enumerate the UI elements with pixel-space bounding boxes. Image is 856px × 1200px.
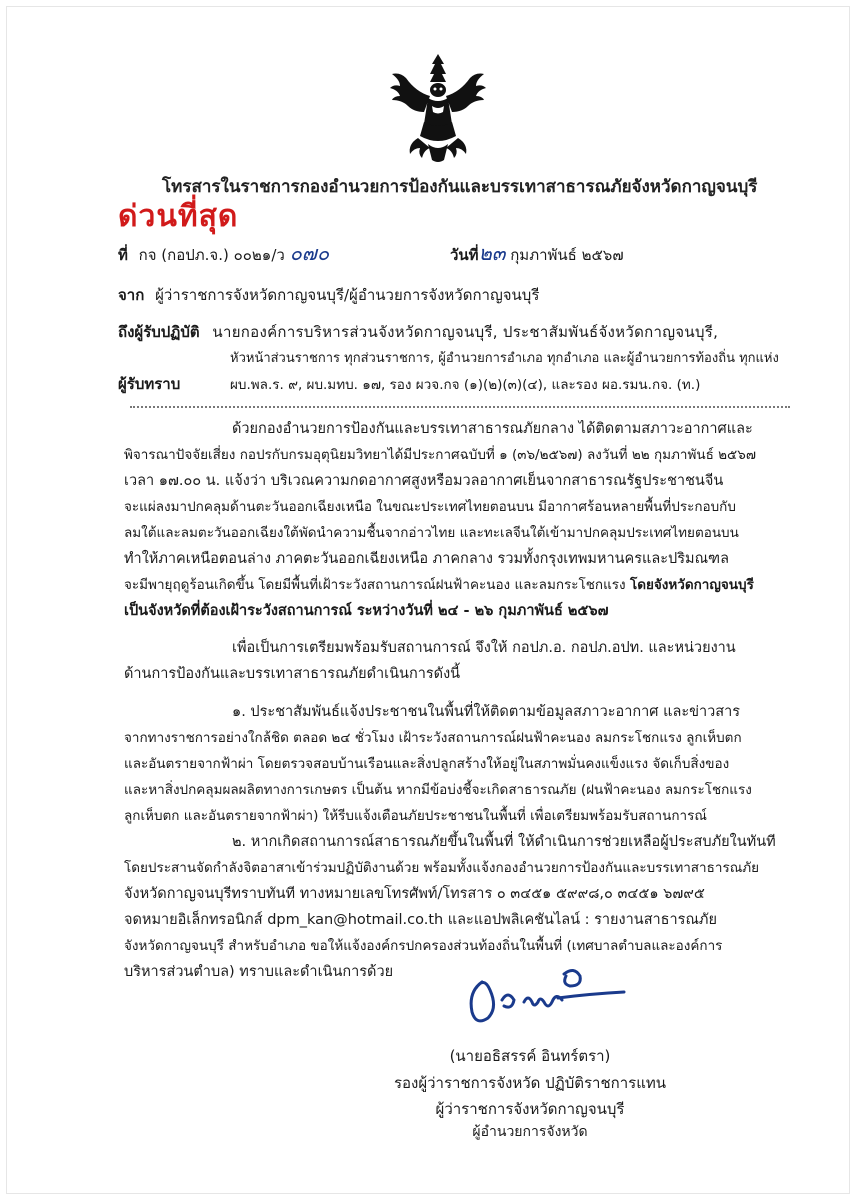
garuda-emblem-icon bbox=[388, 52, 488, 164]
item2-line: จังหวัดกาญจนบุรีทราบทันที ทางหมายเลขโทรศัพท์/โทรสาร ๐ ๓๔๕๑ ๕๙๙๘,๐ ๓๔๕๑ ๖๗๙๕ bbox=[124, 886, 705, 902]
cc-row bbox=[118, 372, 180, 396]
p1-line7 bbox=[124, 576, 754, 594]
item1-line: ลูกเห็บตก และอันตรายจากฟ้าผ่า) ให้รีบแจ้งเตือนภัยประชาชนในพื้นที่ เพื่อเตรียมพร้อมรับสถานการณ์ bbox=[124, 808, 707, 824]
item2-line: ๒. หากเกิดสถานการณ์สาธารณภัยขึ้นในพื้นที่ ให้ดำเนินการช่วยเหลือผู้ประสบภัยในทันที bbox=[232, 834, 776, 850]
reference-row bbox=[118, 237, 329, 269]
signer-position-3: ผู้อำนวยการจังหวัด bbox=[472, 1124, 588, 1140]
cc-text: ผบ.พล.ร. ๙, ผบ.มทบ. ๑๗, รอง ผวจ.กจ (๑)(๒)(๓)(๔), และรอง ผอ.รมน.กจ. (ท.) bbox=[230, 377, 701, 393]
p1-line: พิจารณาปัจจัยเสี่ยง กอปรกับกรมอุตุนิยมวิทยาได้มีประกาศฉบับที่ ๑ (๓๖/๒๕๖๗) ลงวันที่ ๒๒ กุมภาพันธ์ ๒๕๖๗ bbox=[124, 447, 756, 463]
p2-line: ด้านการป้องกันและบรรเทาสาธารณภัยดำเนินการดังนี้ bbox=[124, 666, 461, 682]
item1-line: ๑. ประชาสัมพันธ์แจ้งประชาชนในพื้นที่ให้ติดตามข้อมูลสภาวะอากาศ และข่าวสาร bbox=[232, 704, 741, 720]
handwritten-ref-number: ๐๗๐ bbox=[289, 241, 330, 265]
p1-line8-bold: เป็นจังหวัดที่ต้องเฝ้าระวังสถานการณ์ ระหว่างวันที่ ๒๔ - ๒๖ กุมภาพันธ์ ๒๕๖๗ bbox=[124, 603, 609, 619]
urgent-stamp: ด่วนที่สุด bbox=[118, 199, 239, 234]
to-row bbox=[118, 320, 718, 344]
ref-code: กจ (กอปภ.จ.) ๐๐๒๑/ว bbox=[138, 246, 285, 264]
to-line2: หัวหน้าส่วนราชการ ทุกส่วนราชการ, ผู้อำนวยการอำเภอ ทุกอำเภอ และผู้อำนวยการท้องถิ่น ทุกแห่ง bbox=[230, 351, 779, 366]
p1-line: จะแผ่ลงมาปกคลุมด้านตะวันออกเฉียงเหนือ ในขณะประเทศไทยตอนบน มีอากาศร้อนหลายพื้นที่ประกอบกับ bbox=[124, 499, 736, 515]
item1-line: จากทางราชการอย่างใกล้ชิด ตลอด ๒๔ ชั่วโมง เฝ้าระวังสถานการณ์ฝนฟ้าคะนอง ลมกระโชกแรง ลูกเห็บตก bbox=[124, 730, 742, 746]
item1-line: และหาสิ่งปกคลุมผลผลิตทางการเกษตร เป็นต้น หากมีข้อบ่งชี้จะเกิดสาธารณภัย (ฝนฟ้าคะนอง ลมกระโชกแรง bbox=[124, 782, 752, 798]
separator-line bbox=[130, 406, 790, 408]
p1-line: ลมใต้และลมตะวันออกเฉียงใต้พัดนำความชื้นจากอ่าวไทย และทะเลจีนใต้เข้ามาปกคลุมประเทศไทยตอนบน bbox=[124, 525, 739, 541]
item2-line: โดยประสานจัดกำลังจิตอาสาเข้าร่วมปฏิบัติงานด้วย พร้อมทั้งแจ้งกองอำนวยการป้องกันและบรรเทาสาธารณภัย bbox=[124, 860, 760, 876]
to-label: ถึงผู้รับปฏิบัติ bbox=[118, 323, 200, 341]
p2-line: เพื่อเป็นการเตรียมพร้อมรับสถานการณ์ จึงให้ กอปภ.อ. กอปภ.อปท. และหน่วยงาน bbox=[232, 640, 736, 656]
p1-line7-normal: จะมีพายุฤดูร้อนเกิดขึ้น โดยมีพื้นที่เฝ้าระวังสถานการณ์ฝนฟ้าคะนอง และลมกระโชกแรง bbox=[124, 577, 626, 593]
cc-label: ผู้รับทราบ bbox=[118, 375, 181, 393]
from-row bbox=[118, 283, 539, 307]
date-label: วันที่ bbox=[450, 246, 479, 264]
item2-line: จังหวัดกาญจนบุรี สำหรับอำเภอ ขอให้แจ้งองค์กรปกครองส่วนท้องถิ่นในพื้นที่ (เทศบาลตำบลและองค์การ bbox=[124, 938, 723, 954]
item1-line: และอันตรายจากฟ้าผ่า โดยตรวจสอบบ้านเรือนและสิ่งปลูกสร้างให้อยู่ในสภาพมั่นคงแข็งแรง จัดเก็บสิ่งของ bbox=[124, 756, 730, 772]
p1-line: เวลา ๑๗.๐๐ น. แจ้งว่า บริเวณความกดอากาศสูงหรือมวลอากาศเย็นจากสาธารณรัฐประชาชนจีน bbox=[124, 473, 724, 489]
from-label: จาก bbox=[118, 286, 145, 304]
item2-line: จดหมายอิเล็กทรอนิกส์ dpm_kan@hotmail.co.th และแอปพลิเคชันไลน์ : รายงานสาธารณภัย bbox=[124, 912, 717, 928]
date-month-year: กุมภาพันธ์ ๒๕๖๗ bbox=[510, 246, 624, 264]
signer-position-2: ผู้ว่าราชการจังหวัดกาญจนบุรี bbox=[435, 1100, 625, 1118]
p1-line: ทำให้ภาคเหนือตอนล่าง ภาคตะวันออกเฉียงเหนือ ภาคกลาง รวมทั้งกรุงเทพมหานครและปริมณฑล bbox=[124, 551, 729, 567]
document-header-title: โทรสารในราชการกองอำนวยการป้องกันและบรรเทาสาธารณภัยจังหวัดกาญจนบุรี bbox=[162, 177, 758, 197]
handwritten-day: ๒๓ bbox=[478, 241, 506, 265]
signer-name: (นายอธิสรรค์ อินทร์ตรา) bbox=[449, 1047, 611, 1065]
signer-position-1: รองผู้ว่าราชการจังหวัด ปฏิบัติราชการแทน bbox=[393, 1074, 667, 1092]
from-text: ผู้ว่าราชการจังหวัดกาญจนบุรี/ผู้อำนวยการจังหวัดกาญจนบุรี bbox=[155, 286, 540, 304]
p1-line: ด้วยกองอำนวยการป้องกันและบรรเทาสาธารณภัยกลาง ได้ติดตามสภาวะอากาศและ bbox=[232, 421, 753, 437]
to-line1: นายกองค์การบริหารส่วนจังหวัดกาญจนบุรี, ประชาสัมพันธ์จังหวัดกาญจนบุรี, bbox=[212, 323, 719, 341]
ref-label: ที่ bbox=[118, 246, 128, 264]
item2-line: บริหารส่วนตำบล) ทราบและดำเนินการด้วย bbox=[124, 964, 394, 980]
p1-line7-bold: โดยจังหวัดกาญจนบุรี bbox=[629, 577, 754, 593]
date-row bbox=[450, 237, 624, 269]
handwritten-signature bbox=[452, 962, 632, 1032]
